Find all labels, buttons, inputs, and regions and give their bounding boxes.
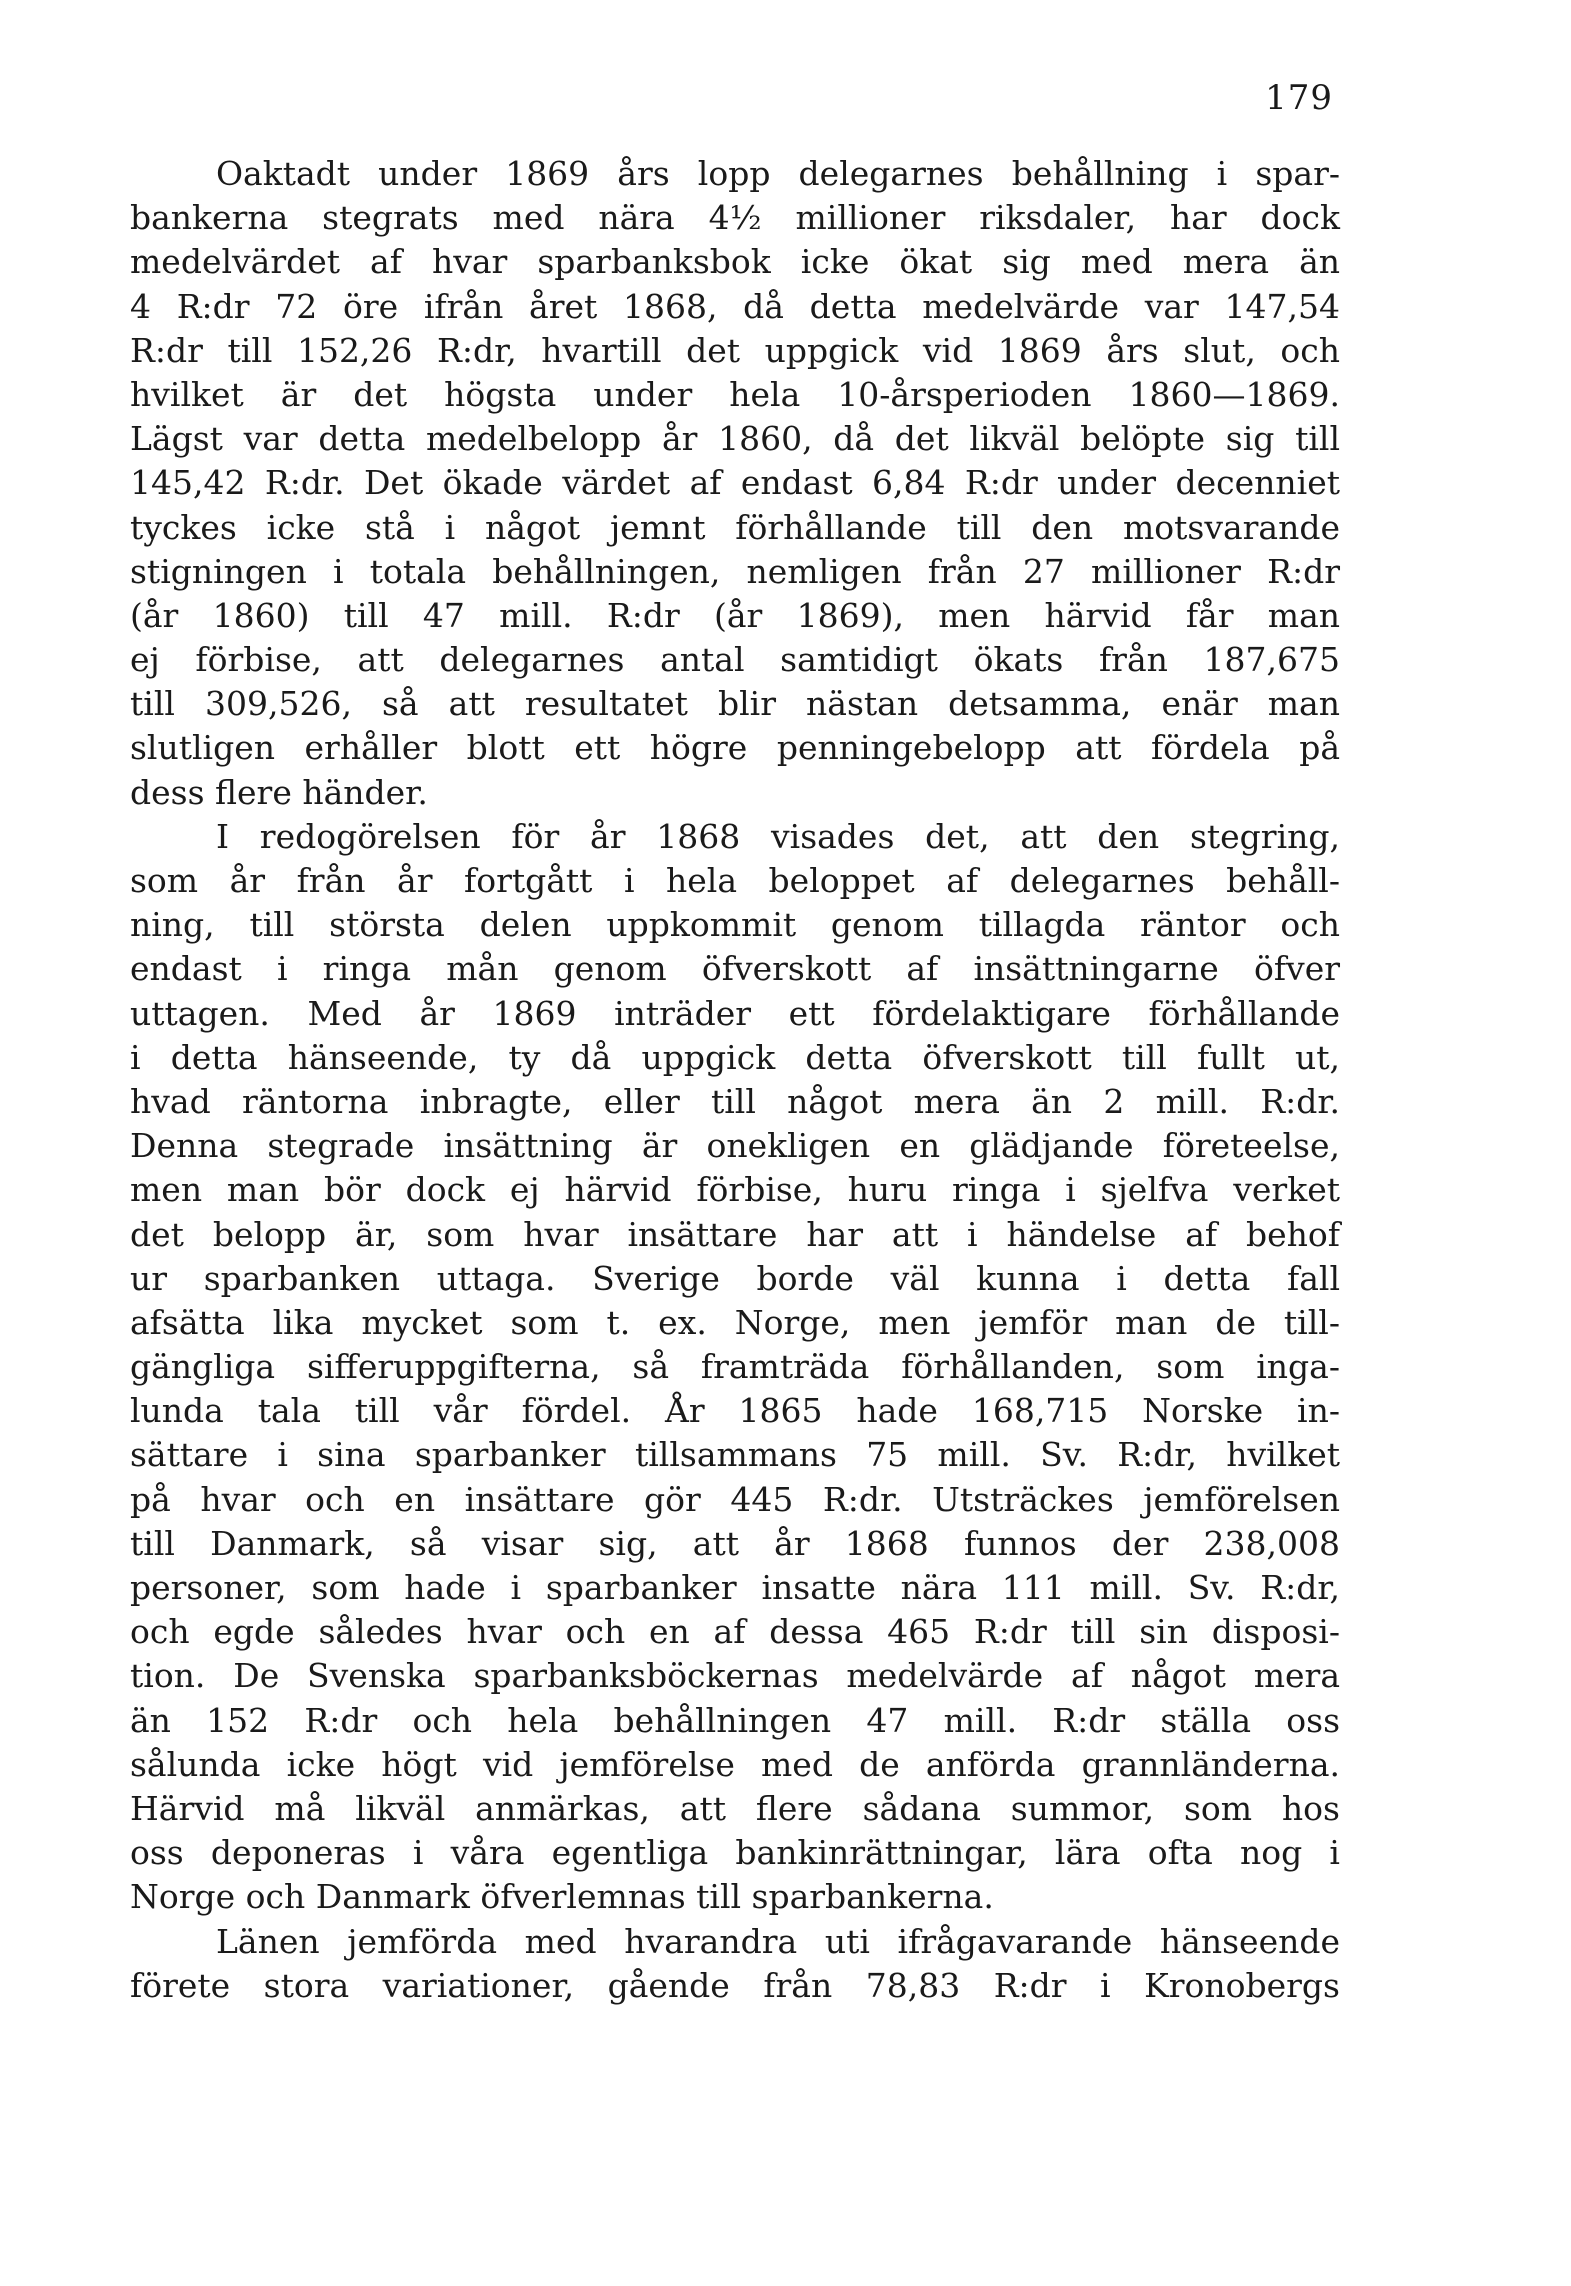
text-line: ning, till största delen uppkommit genom tillagda räntor och xyxy=(130,905,1340,945)
text-line: slutligen erhåller blott ett högre penningebelopp att fördela på xyxy=(130,728,1340,768)
text-line: tion. De Svenska sparbanksböckernas medelvärde af något mera xyxy=(130,1656,1340,1696)
text-line: 145,42 R:dr. Det ökade värdet af endast 6,84 R:dr under decenniet xyxy=(130,463,1340,503)
text-line: till Danmark, så visar sig, att år 1868 funnos der 238,008 xyxy=(130,1523,1340,1563)
text-line: afsätta lika mycket som t. ex. Norge, men jemför man de till- xyxy=(130,1302,1340,1342)
text-line: gängliga sifferuppgifterna, så framträda förhållanden, som inga- xyxy=(130,1347,1340,1387)
text-line: hvilket är det högsta under hela 10-årsperioden 1860—1869. xyxy=(130,374,1340,414)
text-line: endast i ringa mån genom öfverskott af insättningarne öfver xyxy=(130,949,1340,989)
text-line: dess flere händer. xyxy=(130,772,428,812)
text-line: Härvid må likväl anmärkas, att flere sådana summor, som hos xyxy=(130,1788,1340,1828)
text-line: som år från år fortgått i hela beloppet af delegarnes behåll- xyxy=(130,861,1340,900)
text-line: ej förbise, att delegarnes antal samtidigt ökats från 187,675 xyxy=(130,640,1340,680)
text-line: Lägst var detta medelbelopp år 1860, då det likväl belöpte sig till xyxy=(130,419,1340,459)
text-line: bankerna stegrats med nära 4½ millioner riksdaler, har dock xyxy=(130,198,1340,238)
text-line: förete stora variationer, gående från 78,83 R:dr i Kronobergs xyxy=(130,1965,1340,2005)
text-line: Denna stegrade insättning är onekligen en glädjande företeelse, xyxy=(130,1126,1340,1166)
text-line: Norge och Danmark öfverlemnas till sparbankerna. xyxy=(130,1877,994,1917)
text-line: än 152 R:dr och hela behållningen 47 mill. R:dr ställa oss xyxy=(130,1700,1340,1740)
text-line: oss deponeras i våra egentliga bankinrättningar, lära ofta nog i xyxy=(130,1833,1340,1873)
text-line: det belopp är, som hvar insättare har att i händelse af behof xyxy=(130,1214,1340,1254)
text-line: Länen jemförda med hvarandra uti ifrågavarande hänseende xyxy=(216,1921,1340,1961)
text-line: hvad räntorna inbragte, eller till något mera än 2 mill. R:dr. xyxy=(130,1081,1340,1121)
text-line: lunda tala till vår fördel. År 1865 hade 168,715 Norske in- xyxy=(130,1391,1340,1431)
text-line: 4 R:dr 72 öre ifrån året 1868, då detta medelvärde var 147,54 xyxy=(130,286,1340,326)
text-line: medelvärdet af hvar sparbanksbok icke ökat sig med mera än xyxy=(130,242,1340,282)
text-line: tyckes icke stå i något jemnt förhållande till den motsvarande xyxy=(130,507,1340,547)
text-line: (år 1860) till 47 mill. R:dr (år 1869), men härvid får man xyxy=(130,595,1340,635)
text-line: sålunda icke högt vid jemförelse med de anförda grannländerna. xyxy=(130,1744,1340,1784)
text-line: och egde således hvar och en af dessa 465 R:dr till sin disposi- xyxy=(130,1612,1340,1652)
text-line: på hvar och en insättare gör 445 R:dr. Utsträckes jemförelsen xyxy=(130,1479,1340,1519)
text-line: personer, som hade i sparbanker insatte nära 111 mill. Sv. R:dr, xyxy=(130,1568,1340,1607)
text-line: i detta hänseende, ty då uppgick detta öfverskott till fullt ut, xyxy=(130,1037,1340,1077)
text-line: till 309,526, så att resultatet blir nästan detsamma, enär man xyxy=(130,684,1340,724)
text-line: ur sparbanken uttaga. Sverige borde väl kunna i detta fall xyxy=(130,1258,1340,1298)
text-line: I redogörelsen för år 1868 visades det, att den stegring, xyxy=(216,816,1340,856)
text-line: stigningen i totala behållningen, nemligen från 27 millioner R:dr xyxy=(130,551,1340,591)
text-line: R:dr till 152,26 R:dr, hvartill det uppgick vid 1869 års slut, och xyxy=(130,330,1340,370)
page-number: 179 xyxy=(1265,78,1333,118)
text-line: uttagen. Med år 1869 inträder ett fördelaktigare förhållande xyxy=(130,993,1340,1033)
text-line: men man bör dock ej härvid förbise, huru ringa i sjelfva verket xyxy=(130,1170,1340,1210)
body-text xyxy=(130,152,1340,2008)
text-line: Oaktadt under 1869 års lopp delegarnes behållning i spar- xyxy=(216,154,1340,193)
text-line: sättare i sina sparbanker tillsammans 75 mill. Sv. R:dr, hvilket xyxy=(130,1435,1340,1475)
